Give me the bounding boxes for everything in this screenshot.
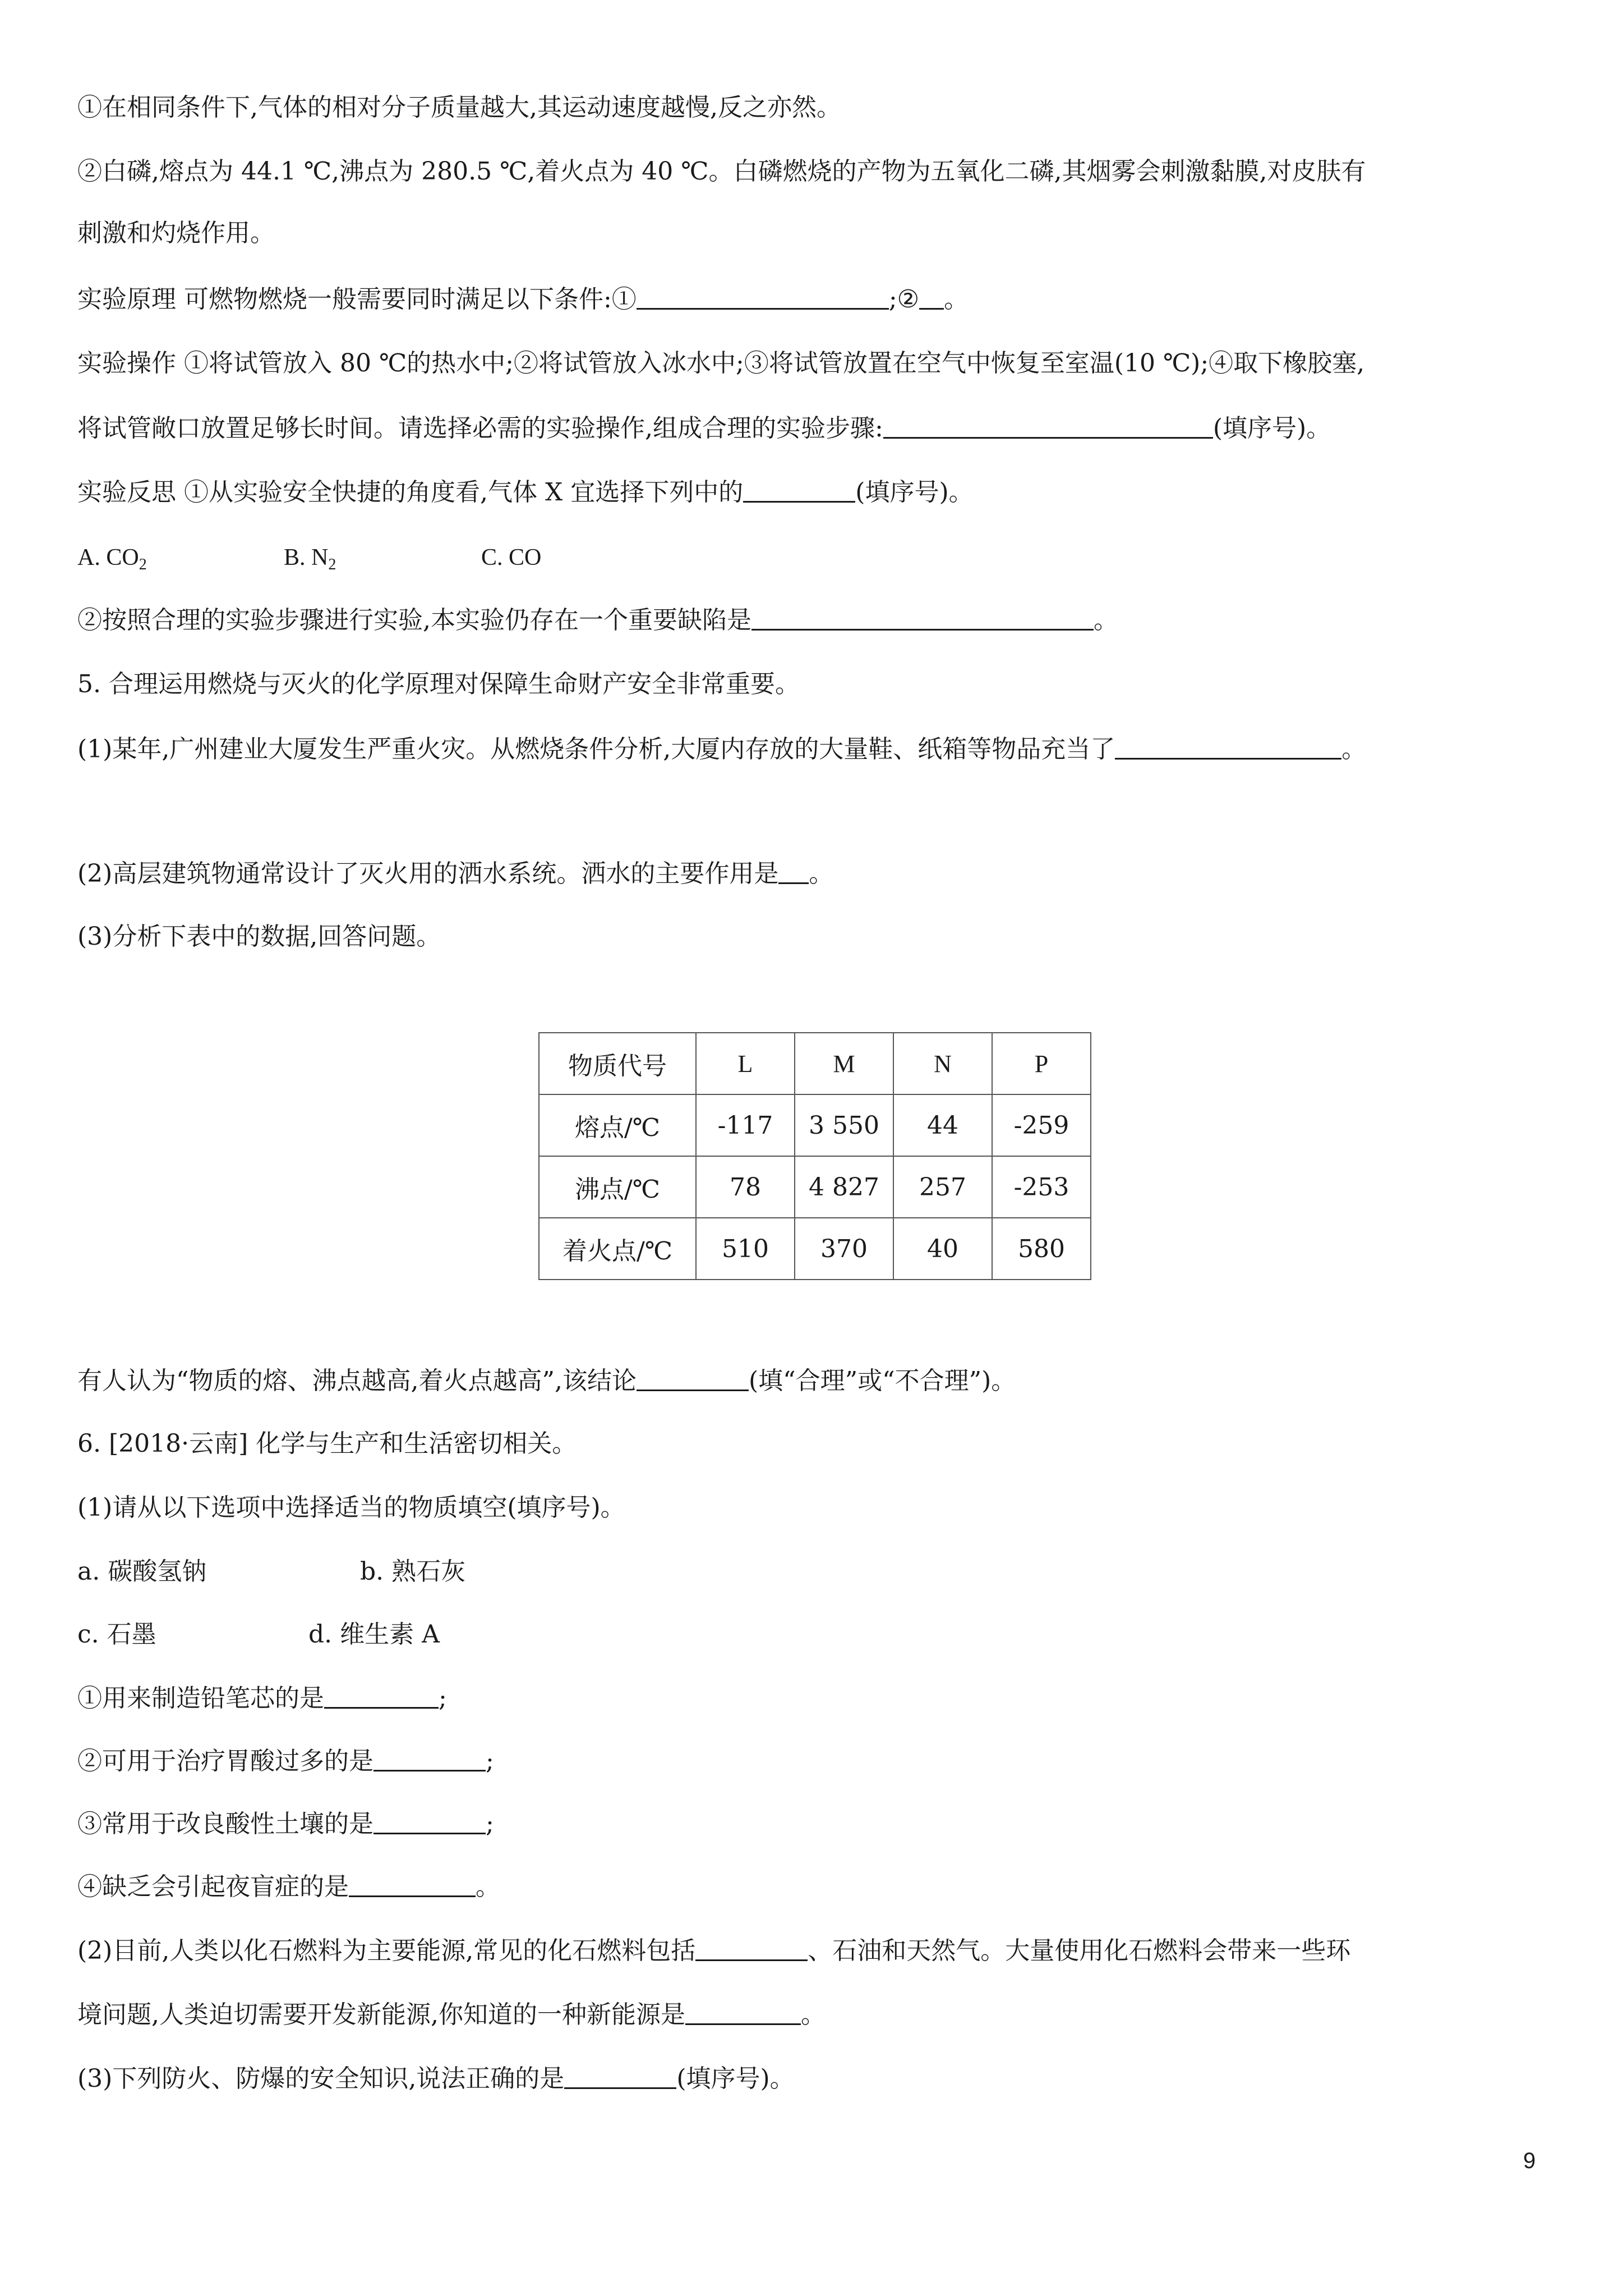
melting-boiling-ignition-table [538, 1032, 1091, 1280]
option-c: C. CO [481, 545, 542, 570]
defect-text: ②按照合理的实验步骤进行实验,本实验仍存在一个重要缺陷是 [77, 606, 751, 634]
q6-item-3-end: ; [486, 1810, 494, 1838]
q5-2-end: 。 [809, 859, 834, 888]
table-cell: 着火点/℃ [539, 1218, 696, 1280]
conclusion-question [77, 1364, 1016, 1398]
table-cell: 370 [795, 1218, 893, 1280]
answer-blank-steps[interactable] [883, 415, 1213, 439]
q5-1-text: (1)某年,广州建业大厦发生严重火灾。从燃烧条件分析,大厦内存放的大量鞋、纸箱等物品充当了 [77, 735, 1115, 763]
table-header-row [539, 1033, 1091, 1094]
q6-option-b: b. 熟石灰 [360, 1557, 466, 1586]
table-cell: -259 [992, 1094, 1091, 1156]
question-6-1: (1)请从以下选项中选择适当的物质填空(填序号)。 [77, 1493, 625, 1522]
answer-blank-q6-2a[interactable] [695, 1937, 808, 1961]
table-cell: 44 [893, 1094, 992, 1156]
question-6-title: 6. [2018·云南] 化学与生产和生活密切相关。 [77, 1429, 577, 1458]
q6-option-c: c. 石墨 [77, 1620, 156, 1649]
question-5-1 [77, 733, 1366, 766]
question-6-2 [77, 1934, 1350, 1968]
q6-item-4-text: ④缺乏会引起夜盲症的是 [77, 1872, 349, 1901]
steps-hint: (填序号)。 [1212, 414, 1331, 443]
table-cell: 580 [992, 1218, 1091, 1280]
table-row [539, 1218, 1091, 1280]
q6-option-d: d. 维生素 A [308, 1620, 440, 1649]
q6-item-3 [77, 1807, 494, 1841]
q6-3-text: (3)下列防火、防爆的安全知识,说法正确的是 [77, 2064, 565, 2093]
q6-options-row-1 [77, 1555, 465, 1589]
q6-options-row-2 [77, 1618, 440, 1651]
q6-item-4-end: 。 [476, 1872, 500, 1901]
table-cell: 257 [893, 1156, 992, 1218]
table-header-cell: N [893, 1033, 992, 1094]
answer-blank-q6-3[interactable] [374, 1810, 486, 1834]
reflection-1 [77, 476, 974, 509]
answer-blank-q6-2[interactable] [374, 1747, 486, 1772]
answer-blank-q5-1[interactable] [1115, 735, 1341, 760]
table-header-cell: 物质代号 [539, 1033, 696, 1094]
table-cell: -253 [992, 1156, 1091, 1218]
table-cell: 510 [696, 1218, 795, 1280]
answer-blank-principle-2[interactable] [919, 286, 944, 310]
question-5-title: 5. 合理运用燃烧与灭火的化学原理对保障生命财产安全非常重要。 [77, 670, 800, 698]
q6-2-text: (2)目前,人类以化石燃料为主要能源,常见的化石燃料包括 [77, 1936, 696, 1965]
principle-text-2: ;② [888, 285, 920, 314]
q6-2-text-2: 、石油和天然气。大量使用化石燃料会带来一些环 [808, 1936, 1351, 1965]
gas-options [77, 541, 541, 582]
q6-option-a: a. 碳酸氢钠 [77, 1557, 207, 1586]
answer-blank-gas[interactable] [743, 478, 855, 503]
q5-1-end: 。 [1341, 735, 1367, 763]
condition-note-2: ②白磷,熔点为 44.1 ℃,沸点为 280.5 ℃,着火点为 40 ℃。白磷燃烧的产物为五氧化二磷,其烟雾会刺激黏膜,对皮肤有 [77, 157, 1366, 186]
steps-text: 将试管敞口放置足够长时间。请选择必需的实验操作,组成合理的实验步骤: [77, 414, 883, 443]
reflection-hint: (填序号)。 [855, 478, 974, 507]
q6-item-1-end: ; [439, 1684, 447, 1713]
table-header-cell: M [795, 1033, 893, 1094]
q6-item-3-text: ③常用于改良酸性土壤的是 [77, 1810, 374, 1838]
table-header-cell: P [992, 1033, 1091, 1094]
q6-item-2-end: ; [486, 1747, 494, 1775]
q6-3-hint: (填序号)。 [676, 2064, 795, 2093]
question-5-2 [77, 857, 833, 891]
answer-blank-conclusion[interactable] [637, 1367, 749, 1391]
answer-blank-q6-3-safety[interactable] [564, 2065, 676, 2089]
principle-end: 。 [944, 285, 969, 314]
q6-item-2-text: ②可用于治疗胃酸过多的是 [77, 1747, 374, 1775]
q6-item-2 [77, 1745, 494, 1778]
reflection-text: 实验反思 ①从实验安全快捷的角度看,气体 X 宜选择下列中的 [77, 478, 744, 507]
q6-2-text-3: 境问题,人类迫切需要开发新能源,你知道的一种新能源是 [77, 2000, 685, 2029]
q5-2-text: (2)高层建筑物通常设计了灭火用的洒水系统。洒水的主要作用是 [77, 859, 779, 888]
conclusion-text: 有人认为“物质的熔、沸点越高,着火点越高”,该结论 [77, 1366, 637, 1395]
answer-blank-q6-2b[interactable] [685, 2001, 801, 2025]
option-a: A. $CO_2$ [77, 545, 147, 573]
table-cell: 4 827 [795, 1156, 893, 1218]
conclusion-hint: (填“合理”或“不合理”)。 [748, 1366, 1016, 1395]
question-6-2-cont [77, 1998, 826, 2032]
q6-2-end: 。 [800, 2000, 826, 2029]
table-cell: 3 550 [795, 1094, 893, 1156]
principle-text: 实验原理 可燃物燃烧一般需要同时满足以下条件:① [77, 285, 637, 314]
q6-item-1 [77, 1682, 447, 1715]
question-5-3: (3)分析下表中的数据,回答问题。 [77, 922, 441, 951]
page-number: 9 [1523, 2148, 1536, 2173]
answer-blank-q6-4[interactable] [349, 1873, 476, 1897]
option-b: B. $N_2$ [284, 545, 336, 573]
answer-blank-principle-1[interactable] [637, 286, 889, 310]
condition-note-1: ①在相同条件下,气体的相对分子质量越大,其运动速度越慢,反之亦然。 [77, 93, 841, 122]
answer-blank-q5-2[interactable] [778, 860, 809, 884]
table-row [539, 1156, 1091, 1218]
defect-end: 。 [1093, 606, 1118, 634]
table-cell: 熔点/℃ [539, 1094, 696, 1156]
q6-item-4 [77, 1870, 500, 1904]
answer-blank-q6-1[interactable] [324, 1685, 439, 1709]
experiment-operation: 实验操作 ①将试管放入 80 ℃的热水中;②将试管放入冰水中;③将试管放置在空气中恢复至室温(10 ℃);④取下橡胶塞, [77, 349, 1365, 378]
reflection-2 [77, 604, 1118, 637]
table-header-cell: L [696, 1033, 795, 1094]
table-cell: 沸点/℃ [539, 1156, 696, 1218]
q6-item-1-text: ①用来制造铅笔芯的是 [77, 1684, 324, 1713]
question-6-3 [77, 2062, 795, 2096]
table-row [539, 1094, 1091, 1156]
table-cell: 78 [696, 1156, 795, 1218]
table-cell: -117 [696, 1094, 795, 1156]
answer-blank-defect[interactable] [751, 606, 1094, 631]
condition-note-2-cont: 刺激和灼烧作用。 [77, 219, 275, 247]
experiment-steps [77, 412, 1331, 445]
experiment-principle [77, 283, 969, 316]
table-cell: 40 [893, 1218, 992, 1280]
